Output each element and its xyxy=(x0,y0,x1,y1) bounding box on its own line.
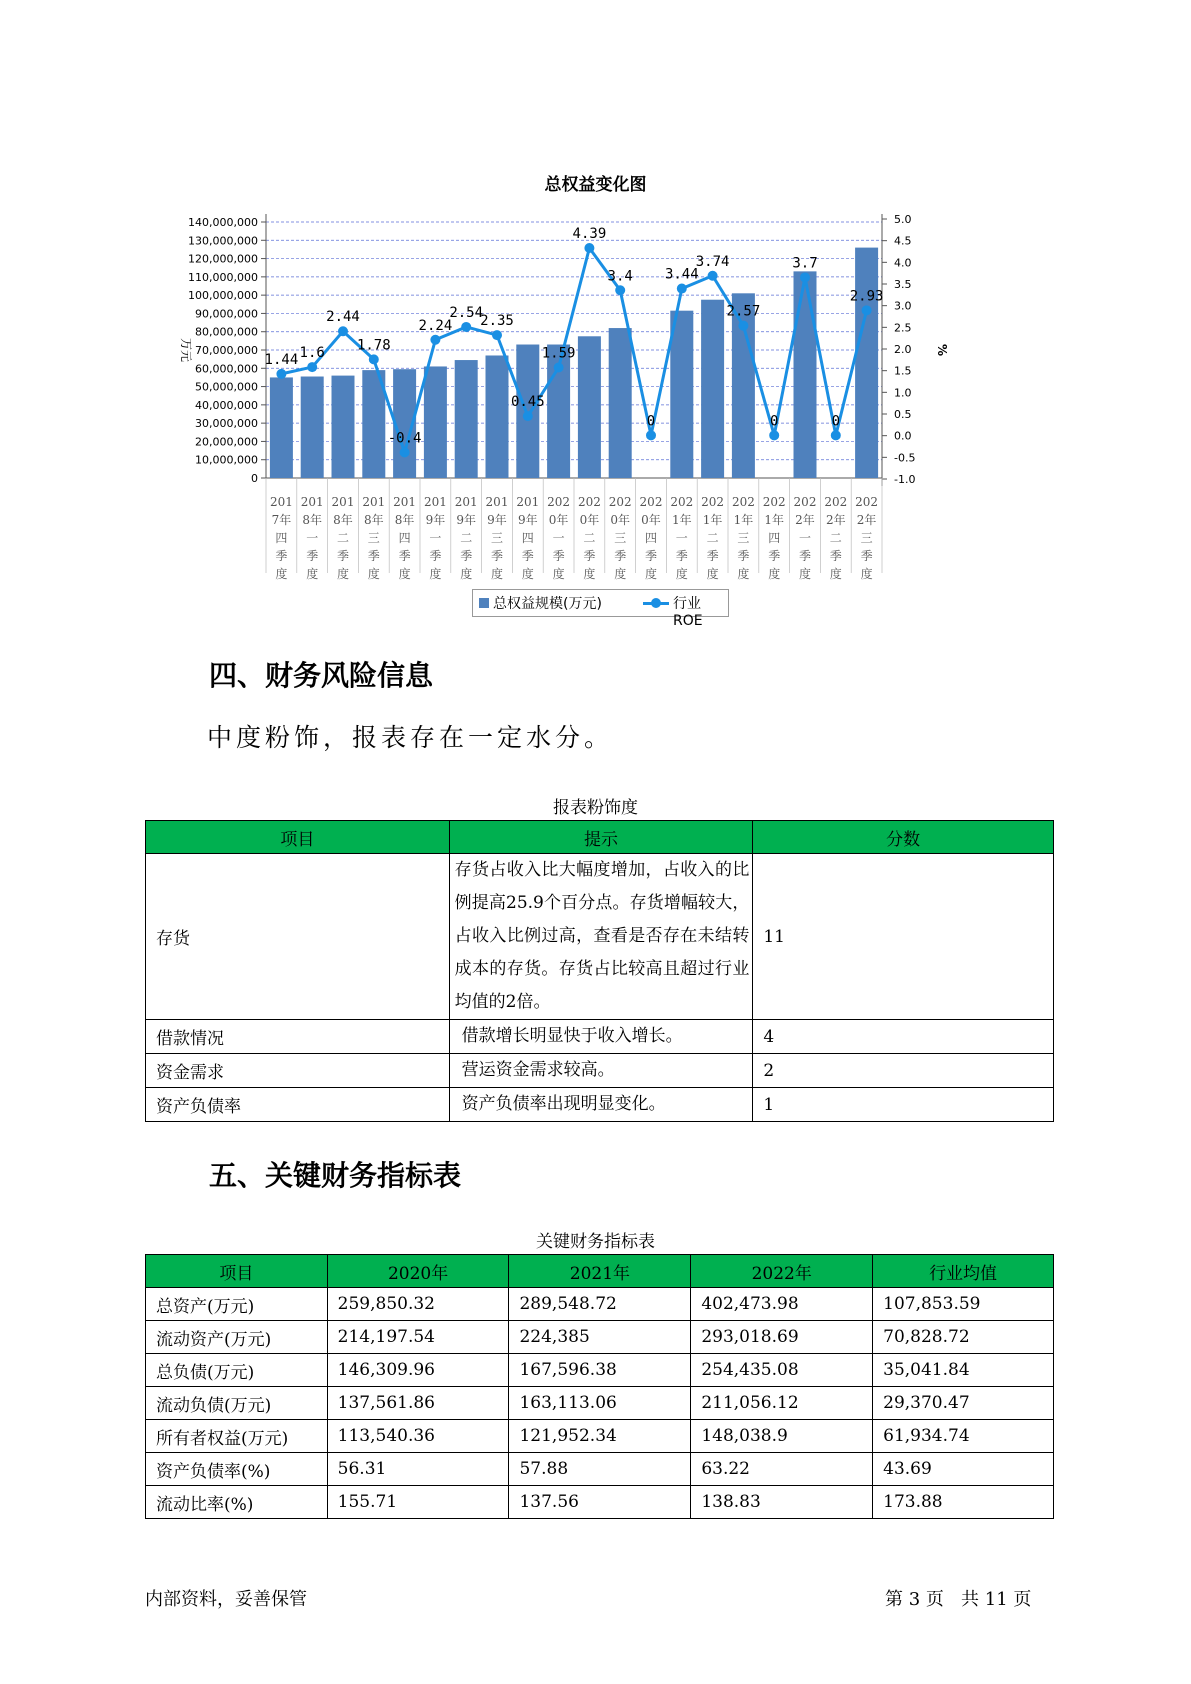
legend-bar-swatch xyxy=(479,598,489,608)
value-cell: 29,370.47 xyxy=(873,1387,1054,1420)
x-tick-label: 8年 xyxy=(302,513,323,527)
bar xyxy=(701,300,724,478)
x-tick-label: 202 xyxy=(793,495,817,509)
x-tick-label: 季 xyxy=(429,549,442,563)
bar xyxy=(424,366,447,478)
score-cell: 2 xyxy=(753,1054,1054,1088)
bar xyxy=(301,377,324,478)
x-tick-label: 三 xyxy=(737,531,750,545)
x-tick-label: 度 xyxy=(614,567,627,581)
header-cell: 行业均值 xyxy=(873,1255,1054,1288)
roe-point xyxy=(461,322,471,332)
value-cell: 155.71 xyxy=(327,1486,509,1519)
x-tick-label: 201 xyxy=(454,495,478,509)
roe-data-label: 3.4 xyxy=(607,268,633,285)
x-tick-label: 四 xyxy=(644,531,658,545)
table-row xyxy=(146,1054,1054,1088)
x-tick-label: 季 xyxy=(521,549,534,563)
x-tick-label: 2年 xyxy=(856,513,877,527)
header-cell: 2021年 xyxy=(509,1255,691,1288)
x-tick-label: 度 xyxy=(336,567,350,581)
value-cell: 224,385 xyxy=(509,1321,691,1354)
left-tick-label: 10,000,000 xyxy=(195,453,258,467)
header-cell: 项目 xyxy=(146,821,450,854)
x-tick-label: 度 xyxy=(275,567,288,581)
roe-point xyxy=(769,430,779,440)
x-tick-label: 度 xyxy=(706,567,719,581)
table-row xyxy=(146,1486,1054,1519)
right-tick-label: 0.5 xyxy=(894,408,912,421)
value-cell: 259,850.32 xyxy=(327,1288,509,1321)
x-tick-label: 202 xyxy=(608,495,632,509)
value-cell: 70,828.72 xyxy=(873,1321,1054,1354)
x-tick-label: 201 xyxy=(269,495,293,509)
x-tick-label: 8年 xyxy=(363,513,384,527)
indicator-table xyxy=(145,1254,1054,1519)
x-tick-label: 201 xyxy=(300,495,324,509)
value-cell: 61,934.74 xyxy=(873,1420,1054,1453)
x-tick-label: 201 xyxy=(485,495,509,509)
x-tick-label: 季 xyxy=(306,549,319,563)
x-tick-label: 度 xyxy=(829,567,842,581)
table-row xyxy=(146,854,1054,1020)
value-cell: 57.88 xyxy=(509,1453,691,1486)
value-cell: 163,113.06 xyxy=(509,1387,691,1420)
item-cell: 借款情况 xyxy=(146,1020,450,1054)
x-tick-label: 季 xyxy=(737,549,750,563)
indicator-table-header xyxy=(146,1255,1054,1288)
roe-point xyxy=(677,284,687,294)
roe-data-label: 2.57 xyxy=(726,303,761,320)
roe-data-label: 0 xyxy=(831,413,841,430)
x-tick-label: 二 xyxy=(829,531,842,545)
header-cell: 分数 xyxy=(753,821,1054,854)
value-cell: 293,018.69 xyxy=(691,1321,873,1354)
x-tick-label: 度 xyxy=(798,567,812,581)
x-tick-label: 0年 xyxy=(548,513,569,527)
roe-point xyxy=(307,362,317,372)
table-row xyxy=(146,1088,1054,1122)
table-row xyxy=(146,1354,1054,1387)
x-tick-label: 度 xyxy=(644,567,658,581)
right-tick-label: 1.0 xyxy=(894,386,912,400)
roe-data-label: 1.59 xyxy=(541,345,576,362)
footer-confidential: 内部资料，妥善保管 xyxy=(145,1589,307,1610)
x-tick-label: 0年 xyxy=(579,513,600,527)
x-tick-label: 202 xyxy=(731,495,755,509)
left-tick-label: 30,000,000 xyxy=(195,417,258,431)
roe-point xyxy=(430,335,440,345)
value-cell: 254,435.08 xyxy=(691,1354,873,1387)
value-cell: 289,548.72 xyxy=(509,1288,691,1321)
x-tick-label: 度 xyxy=(460,567,473,581)
tip-cell: 存货占收入比大幅度增加，占收入的比例提高25.9个百分点。存货增幅较大，占收入比例过高，查看是否存在未结转成本的存货。存货占比较高且超过行业均值的2倍。 xyxy=(449,854,753,1020)
x-tick-label: 7年 xyxy=(271,513,292,527)
bar xyxy=(332,376,355,478)
risk-table xyxy=(145,820,1054,1122)
x-tick-label: 一 xyxy=(552,531,565,545)
value-cell: 35,041.84 xyxy=(873,1354,1054,1387)
bar xyxy=(855,248,878,478)
x-tick-label: 季 xyxy=(614,549,627,563)
item-cell: 总负债(万元) xyxy=(146,1354,328,1387)
left-tick-label: 100,000,000 xyxy=(188,289,258,303)
roe-data-label: 0 xyxy=(646,413,656,430)
left-tick-label: 120,000,000 xyxy=(188,252,258,266)
tip-cell: 借款增长明显快于收入增长。 xyxy=(449,1020,753,1054)
x-tick-label: 201 xyxy=(393,495,417,509)
x-tick-label: 度 xyxy=(490,567,504,581)
x-tick-label: 201 xyxy=(362,495,386,509)
roe-data-label: 2.93 xyxy=(849,288,884,305)
roe-data-label: 0 xyxy=(769,413,779,430)
left-tick-label: 40,000,000 xyxy=(195,398,258,412)
value-cell: 107,853.59 xyxy=(873,1288,1054,1321)
x-tick-label: 度 xyxy=(860,567,873,581)
x-tick-label: 四 xyxy=(398,531,411,545)
x-tick-label: 三 xyxy=(860,531,873,545)
x-tick-label: 度 xyxy=(675,567,688,581)
left-tick-label: 0 xyxy=(251,472,258,485)
roe-data-label: 1.6 xyxy=(299,345,325,362)
x-tick-label: 季 xyxy=(460,549,473,563)
x-tick-label: 0年 xyxy=(610,513,631,527)
right-tick-label: 3.5 xyxy=(894,278,912,291)
section4-heading: 四、财务风险信息 xyxy=(209,659,434,692)
header-cell: 2020年 xyxy=(327,1255,509,1288)
right-tick-label: 4.0 xyxy=(894,256,912,270)
x-tick-label: 二 xyxy=(583,531,596,545)
right-tick-label: 3.0 xyxy=(894,299,912,313)
x-tick-label: 202 xyxy=(547,495,571,509)
right-axis-title: % xyxy=(935,343,949,357)
section4-summary: 中度粉饰，报表存在一定水分。 xyxy=(207,723,614,752)
x-tick-label: 四 xyxy=(768,531,781,545)
x-tick-label: 季 xyxy=(367,549,380,563)
left-tick-label: 50,000,000 xyxy=(195,380,258,394)
indicator-table-caption: 关键财务指标表 xyxy=(536,1232,655,1252)
left-tick-label: 140,000,000 xyxy=(188,216,258,229)
x-tick-label: 季 xyxy=(675,549,688,563)
x-tick-label: 0年 xyxy=(641,513,661,527)
roe-data-label: 2.24 xyxy=(418,317,453,334)
x-tick-label: 季 xyxy=(583,549,596,563)
roe-data-label: 3.74 xyxy=(695,253,730,270)
item-cell: 资产负债率(%) xyxy=(146,1453,328,1486)
value-cell: 137.56 xyxy=(509,1486,691,1519)
bar xyxy=(609,328,632,478)
x-tick-label: 202 xyxy=(855,495,879,509)
left-tick-label: 80,000,000 xyxy=(195,325,258,339)
table-row xyxy=(146,1453,1054,1486)
roe-data-label: 2.44 xyxy=(326,309,360,326)
left-tick-label: 90,000,000 xyxy=(195,307,258,321)
value-cell: 113,540.36 xyxy=(327,1420,509,1453)
roe-point xyxy=(523,411,533,421)
x-tick-label: 201 xyxy=(331,495,355,509)
right-tick-label: 1.5 xyxy=(894,364,912,378)
roe-data-label: 4.39 xyxy=(572,226,607,243)
table-row xyxy=(146,1387,1054,1420)
x-tick-label: 一 xyxy=(675,531,688,545)
x-tick-label: 1年 xyxy=(671,513,692,527)
left-axis-title: 万元 xyxy=(179,337,193,363)
roe-point xyxy=(831,430,841,440)
x-tick-label: 二 xyxy=(706,531,719,545)
x-tick-label: 四 xyxy=(521,531,534,545)
x-tick-label: 202 xyxy=(639,495,663,509)
roe-point xyxy=(369,354,379,364)
left-tick-label: 70,000,000 xyxy=(195,344,258,357)
value-cell: 211,056.12 xyxy=(691,1387,873,1420)
value-cell: 56.31 xyxy=(327,1453,509,1486)
risk-table-header xyxy=(146,821,1054,854)
roe-point xyxy=(800,272,810,282)
x-tick-label: 202 xyxy=(670,495,694,509)
roe-point xyxy=(646,430,656,440)
x-tick-label: 季 xyxy=(706,549,719,563)
roe-data-label: 2.54 xyxy=(449,304,484,321)
right-tick-label: 2.0 xyxy=(894,343,912,356)
x-tick-label: 季 xyxy=(860,549,873,563)
chart-legend xyxy=(472,589,729,629)
legend-line-label: 行业ROE xyxy=(673,596,703,629)
table-row xyxy=(146,1288,1054,1321)
roe-point xyxy=(276,369,286,379)
value-cell: 43.69 xyxy=(873,1453,1054,1486)
chart-title: 总权益变化图 xyxy=(544,175,647,195)
tip-cell: 营运资金需求较高。 xyxy=(449,1054,753,1088)
value-cell: 138.83 xyxy=(691,1486,873,1519)
header-cell: 2022年 xyxy=(691,1255,873,1288)
x-tick-label: 1年 xyxy=(702,513,723,527)
value-cell: 402,473.98 xyxy=(691,1288,873,1321)
roe-point xyxy=(584,243,594,253)
equity-chart xyxy=(170,200,1050,620)
x-tick-label: 季 xyxy=(490,549,504,563)
x-tick-label: 8年 xyxy=(394,513,415,527)
x-tick-label: 度 xyxy=(521,567,534,581)
legend-bar-label: 总权益规模(万元) xyxy=(493,596,602,612)
value-cell: 146,309.96 xyxy=(327,1354,509,1387)
x-tick-label: 度 xyxy=(552,567,565,581)
roe-data-label: 1.44 xyxy=(264,351,299,368)
header-cell: 提示 xyxy=(449,821,753,854)
x-tick-label: 201 xyxy=(516,495,540,509)
left-tick-label: 130,000,000 xyxy=(188,234,258,248)
x-tick-label: 季 xyxy=(829,549,842,563)
x-tick-label: 202 xyxy=(762,495,786,509)
roe-data-label: 2.35 xyxy=(480,313,514,330)
bar xyxy=(794,271,817,478)
right-tick-label: -0.5 xyxy=(894,451,916,465)
bar xyxy=(578,336,601,478)
bar xyxy=(455,360,478,478)
roe-data-label: 3.44 xyxy=(664,266,699,283)
score-cell: 4 xyxy=(753,1020,1054,1054)
item-cell: 流动负债(万元) xyxy=(146,1387,328,1420)
value-cell: 137,561.86 xyxy=(327,1387,509,1420)
roe-data-label: 0.45 xyxy=(510,394,545,411)
roe-point xyxy=(492,330,502,340)
bar xyxy=(486,355,509,478)
roe-data-label: 1.78 xyxy=(356,337,391,354)
x-tick-label: 季 xyxy=(644,549,658,563)
x-tick-label: 季 xyxy=(336,549,350,563)
page-number: 第 3 页 共 11 页 xyxy=(885,1589,1032,1610)
value-cell: 167,596.38 xyxy=(509,1354,691,1387)
bar xyxy=(670,311,693,478)
x-tick-label: 9年 xyxy=(487,513,507,527)
x-tick-label: 度 xyxy=(429,567,442,581)
legend-line-marker xyxy=(651,598,661,608)
x-tick-label: 季 xyxy=(398,549,411,563)
x-tick-label: 度 xyxy=(737,567,750,581)
x-tick-label: 三 xyxy=(367,531,380,545)
x-tick-label: 度 xyxy=(306,567,319,581)
x-tick-label: 1年 xyxy=(733,513,754,527)
value-cell: 121,952.34 xyxy=(509,1420,691,1453)
right-tick-label: 5.0 xyxy=(894,213,912,226)
item-cell: 流动资产(万元) xyxy=(146,1321,328,1354)
x-tick-label: 2年 xyxy=(795,513,815,527)
right-tick-label: 0.0 xyxy=(894,429,912,443)
x-tick-label: 二 xyxy=(460,531,473,545)
value-cell: 148,038.9 xyxy=(691,1420,873,1453)
x-tick-label: 8年 xyxy=(333,513,353,527)
left-tick-label: 20,000,000 xyxy=(195,435,258,449)
item-cell: 资产负债率 xyxy=(146,1088,450,1122)
x-tick-label: 四 xyxy=(275,531,288,545)
left-tick-label: 60,000,000 xyxy=(195,362,258,376)
x-tick-label: 202 xyxy=(577,495,601,509)
x-tick-label: 度 xyxy=(398,567,411,581)
roe-point xyxy=(862,305,872,315)
bar xyxy=(270,377,293,478)
roe-data-label: 3.7 xyxy=(792,255,818,272)
x-tick-label: 202 xyxy=(701,495,725,509)
x-tick-label: 201 xyxy=(423,495,447,509)
x-tick-label: 度 xyxy=(367,567,380,581)
roe-point xyxy=(554,362,564,372)
x-tick-label: 一 xyxy=(306,531,319,545)
roe-point xyxy=(708,271,718,281)
roe-point xyxy=(338,326,348,336)
x-tick-label: 季 xyxy=(552,549,565,563)
x-tick-label: 三 xyxy=(490,531,504,545)
table-row xyxy=(146,1020,1054,1054)
tip-cell: 资产负债率出现明显变化。 xyxy=(449,1088,753,1122)
section5-heading: 五、关键财务指标表 xyxy=(209,1159,462,1192)
header-cell: 项目 xyxy=(146,1255,328,1288)
x-tick-label: 一 xyxy=(429,531,442,545)
roe-data-label: -0.4 xyxy=(387,430,422,447)
roe-point xyxy=(400,447,410,457)
x-tick-label: 1年 xyxy=(764,513,785,527)
x-tick-label: 三 xyxy=(614,531,627,545)
x-tick-label: 2年 xyxy=(825,513,846,527)
item-cell: 总资产(万元) xyxy=(146,1288,328,1321)
left-tick-label: 110,000,000 xyxy=(188,270,258,284)
right-tick-label: 2.5 xyxy=(894,321,912,335)
x-tick-label: 度 xyxy=(583,567,596,581)
score-cell: 1 xyxy=(753,1088,1054,1122)
roe-point xyxy=(615,285,625,295)
risk-table-caption: 报表粉饰度 xyxy=(553,798,638,818)
right-tick-label: 4.5 xyxy=(894,234,912,248)
value-cell: 173.88 xyxy=(873,1486,1054,1519)
x-tick-label: 二 xyxy=(336,531,350,545)
item-cell: 所有者权益(万元) xyxy=(146,1420,328,1453)
x-tick-label: 9年 xyxy=(517,513,538,527)
x-tick-label: 9年 xyxy=(456,513,477,527)
x-tick-label: 季 xyxy=(798,549,812,563)
value-cell: 63.22 xyxy=(691,1453,873,1486)
table-row xyxy=(146,1420,1054,1453)
x-tick-label: 9年 xyxy=(425,513,446,527)
value-cell: 214,197.54 xyxy=(327,1321,509,1354)
score-cell: 11 xyxy=(753,854,1054,1020)
item-cell: 流动比率(%) xyxy=(146,1486,328,1519)
item-cell: 资金需求 xyxy=(146,1054,450,1088)
right-tick-label: -1.0 xyxy=(894,473,916,486)
item-cell: 存货 xyxy=(146,854,450,1020)
x-tick-label: 季 xyxy=(275,549,288,563)
x-tick-label: 度 xyxy=(768,567,781,581)
roe-point xyxy=(738,321,748,331)
x-tick-label: 一 xyxy=(798,531,812,545)
table-row xyxy=(146,1321,1054,1354)
x-tick-label: 季 xyxy=(768,549,781,563)
x-tick-label: 202 xyxy=(824,495,848,509)
